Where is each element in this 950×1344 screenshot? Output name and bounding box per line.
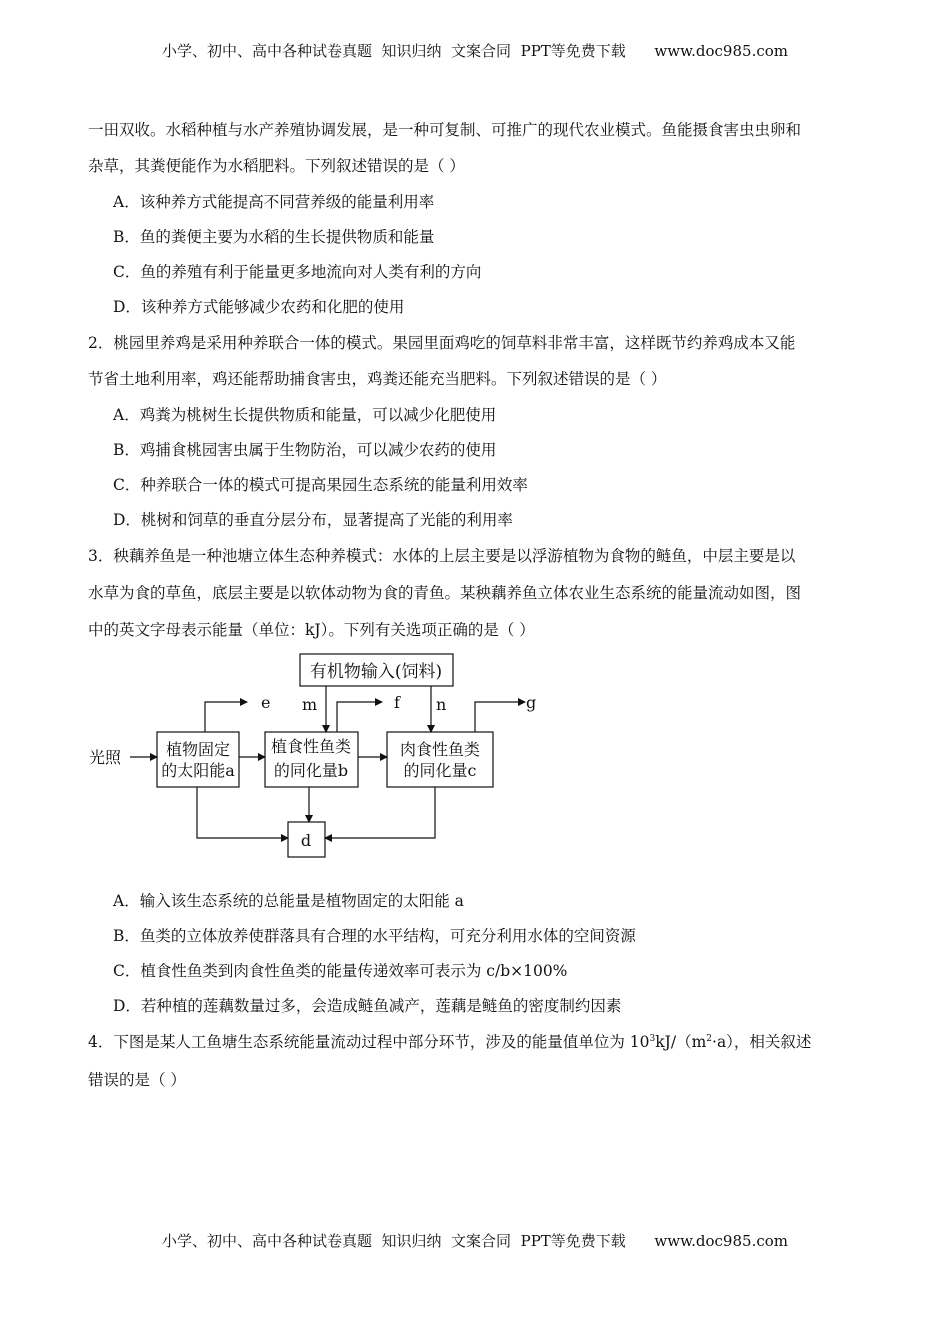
q2-stem-line1: 2．桃园里养鸡是采用种养联合一体的模式。果园里面鸡吃的饲草料非常丰富，这样既节约养鸡成本又能: [88, 334, 796, 352]
q2-stem-line2: 节省土地利用率，鸡还能帮助捕食害虫，鸡粪还能充当肥料。下列叙述错误的是（ ）: [88, 370, 667, 388]
plant-label-2: 的太阳能a: [161, 761, 235, 780]
q2-option-d: D．桃树和饲草的垂直分层分布，显著提高了光能的利用率: [113, 511, 513, 529]
plant-label-1: 植物固定: [165, 740, 231, 759]
g-arrow: [475, 702, 525, 732]
q4-stem-line2: 错误的是（ ）: [88, 1071, 186, 1089]
q4-stem-part1: 4．下图是某人工鱼塘生态系统能量流动过程中部分环节，涉及的能量值单位为 10: [88, 1033, 650, 1051]
q1-stem-line1: 一田双收。水稻种植与水产养殖协调发展，是一种可复制、可推广的现代农业模式。鱼能摄食害虫虫卵和: [88, 121, 802, 139]
page-header: 小学、初中、高中各种试卷真题 知识归纳 文案合同 PPT等免费下载 www.doc985.com: [161, 42, 788, 60]
e-label: e: [261, 693, 271, 712]
q3-option-b: B．鱼类的立体放养使群落具有合理的水平结构，可充分利用水体的空间资源: [113, 927, 636, 945]
q1-option-a: A．该种养方式能提高不同营养级的能量利用率: [113, 193, 435, 211]
plant-to-d-arrow: [197, 787, 288, 838]
energy-flow-diagram: [85, 652, 555, 862]
d-label: d: [300, 831, 312, 850]
herb-label-1: 植食性鱼类: [270, 737, 352, 756]
q2-option-b: B．鸡捕食桃园害虫属于生物防治，可以减少农药的使用: [113, 441, 497, 459]
q4-exponent-2: 2: [706, 1033, 713, 1044]
q1-option-c: C．鱼的养殖有利于能量更多地流向对人类有利的方向: [113, 263, 482, 281]
q1-option-d: D．该种养方式能够减少农药和化肥的使用: [113, 298, 405, 316]
q3-stem-line3: 中的英文字母表示能量（单位：kJ）。下列有关选项正确的是（ ）: [88, 621, 535, 639]
q3-option-d: D．若种植的莲藕数量过多，会造成鲢鱼减产，莲藕是鲢鱼的密度制约因素: [113, 997, 622, 1015]
q2-option-a: A．鸡粪为桃树生长提供物质和能量，可以减少化肥使用: [113, 406, 497, 424]
q4-exponent-3: 3: [649, 1033, 656, 1044]
q4-stem-line1: [88, 1032, 863, 1052]
q1-stem-line2: 杂草，其粪便能作为水稻肥料。下列叙述错误的是（ ）: [88, 157, 465, 175]
q3-stem-line2: 水草为食的草鱼，底层主要是以软体动物为食的青鱼。某秧藕养鱼立体农业生态系统的能量流动如图，图: [88, 584, 802, 602]
light-label: 光照: [89, 748, 122, 767]
e-arrow: [205, 702, 247, 732]
q3-stem-line1: 3．秧藕养鱼是一种池塘立体生态种养模式：水体的上层主要是以浮游植物为食物的鲢鱼，中层主要是以: [88, 547, 796, 565]
q2-option-c: C．种养联合一体的模式可提高果园生态系统的能量利用效率: [113, 476, 528, 494]
q4-stem-part3: ·a），相关叙述: [712, 1033, 812, 1051]
q3-option-c: C．植食性鱼类到肉食性鱼类的能量传递效率可表示为 c/b×100%: [113, 962, 568, 980]
q1-option-b: B．鱼的粪便主要为水稻的生长提供物质和能量: [113, 228, 435, 246]
herb-label-2: 的同化量b: [273, 761, 349, 780]
m-label: m: [302, 695, 318, 714]
f-label: f: [394, 693, 400, 712]
f-arrow: [337, 702, 382, 732]
carn-to-d-arrow: [325, 787, 435, 838]
page-footer: 小学、初中、高中各种试卷真题 知识归纳 文案合同 PPT等免费下载 www.doc985.com: [161, 1232, 788, 1250]
q3-option-a: A．输入该生态系统的总能量是植物固定的太阳能 a: [113, 892, 464, 910]
q4-stem-part2: kJ/（m: [655, 1033, 707, 1051]
carn-label-1: 肉食性鱼类: [399, 740, 481, 759]
g-label: g: [526, 693, 537, 712]
n-label: n: [436, 695, 447, 714]
carn-label-2: 的同化量c: [403, 761, 477, 780]
input-box-label: 有机物输入(饲料): [309, 662, 443, 682]
